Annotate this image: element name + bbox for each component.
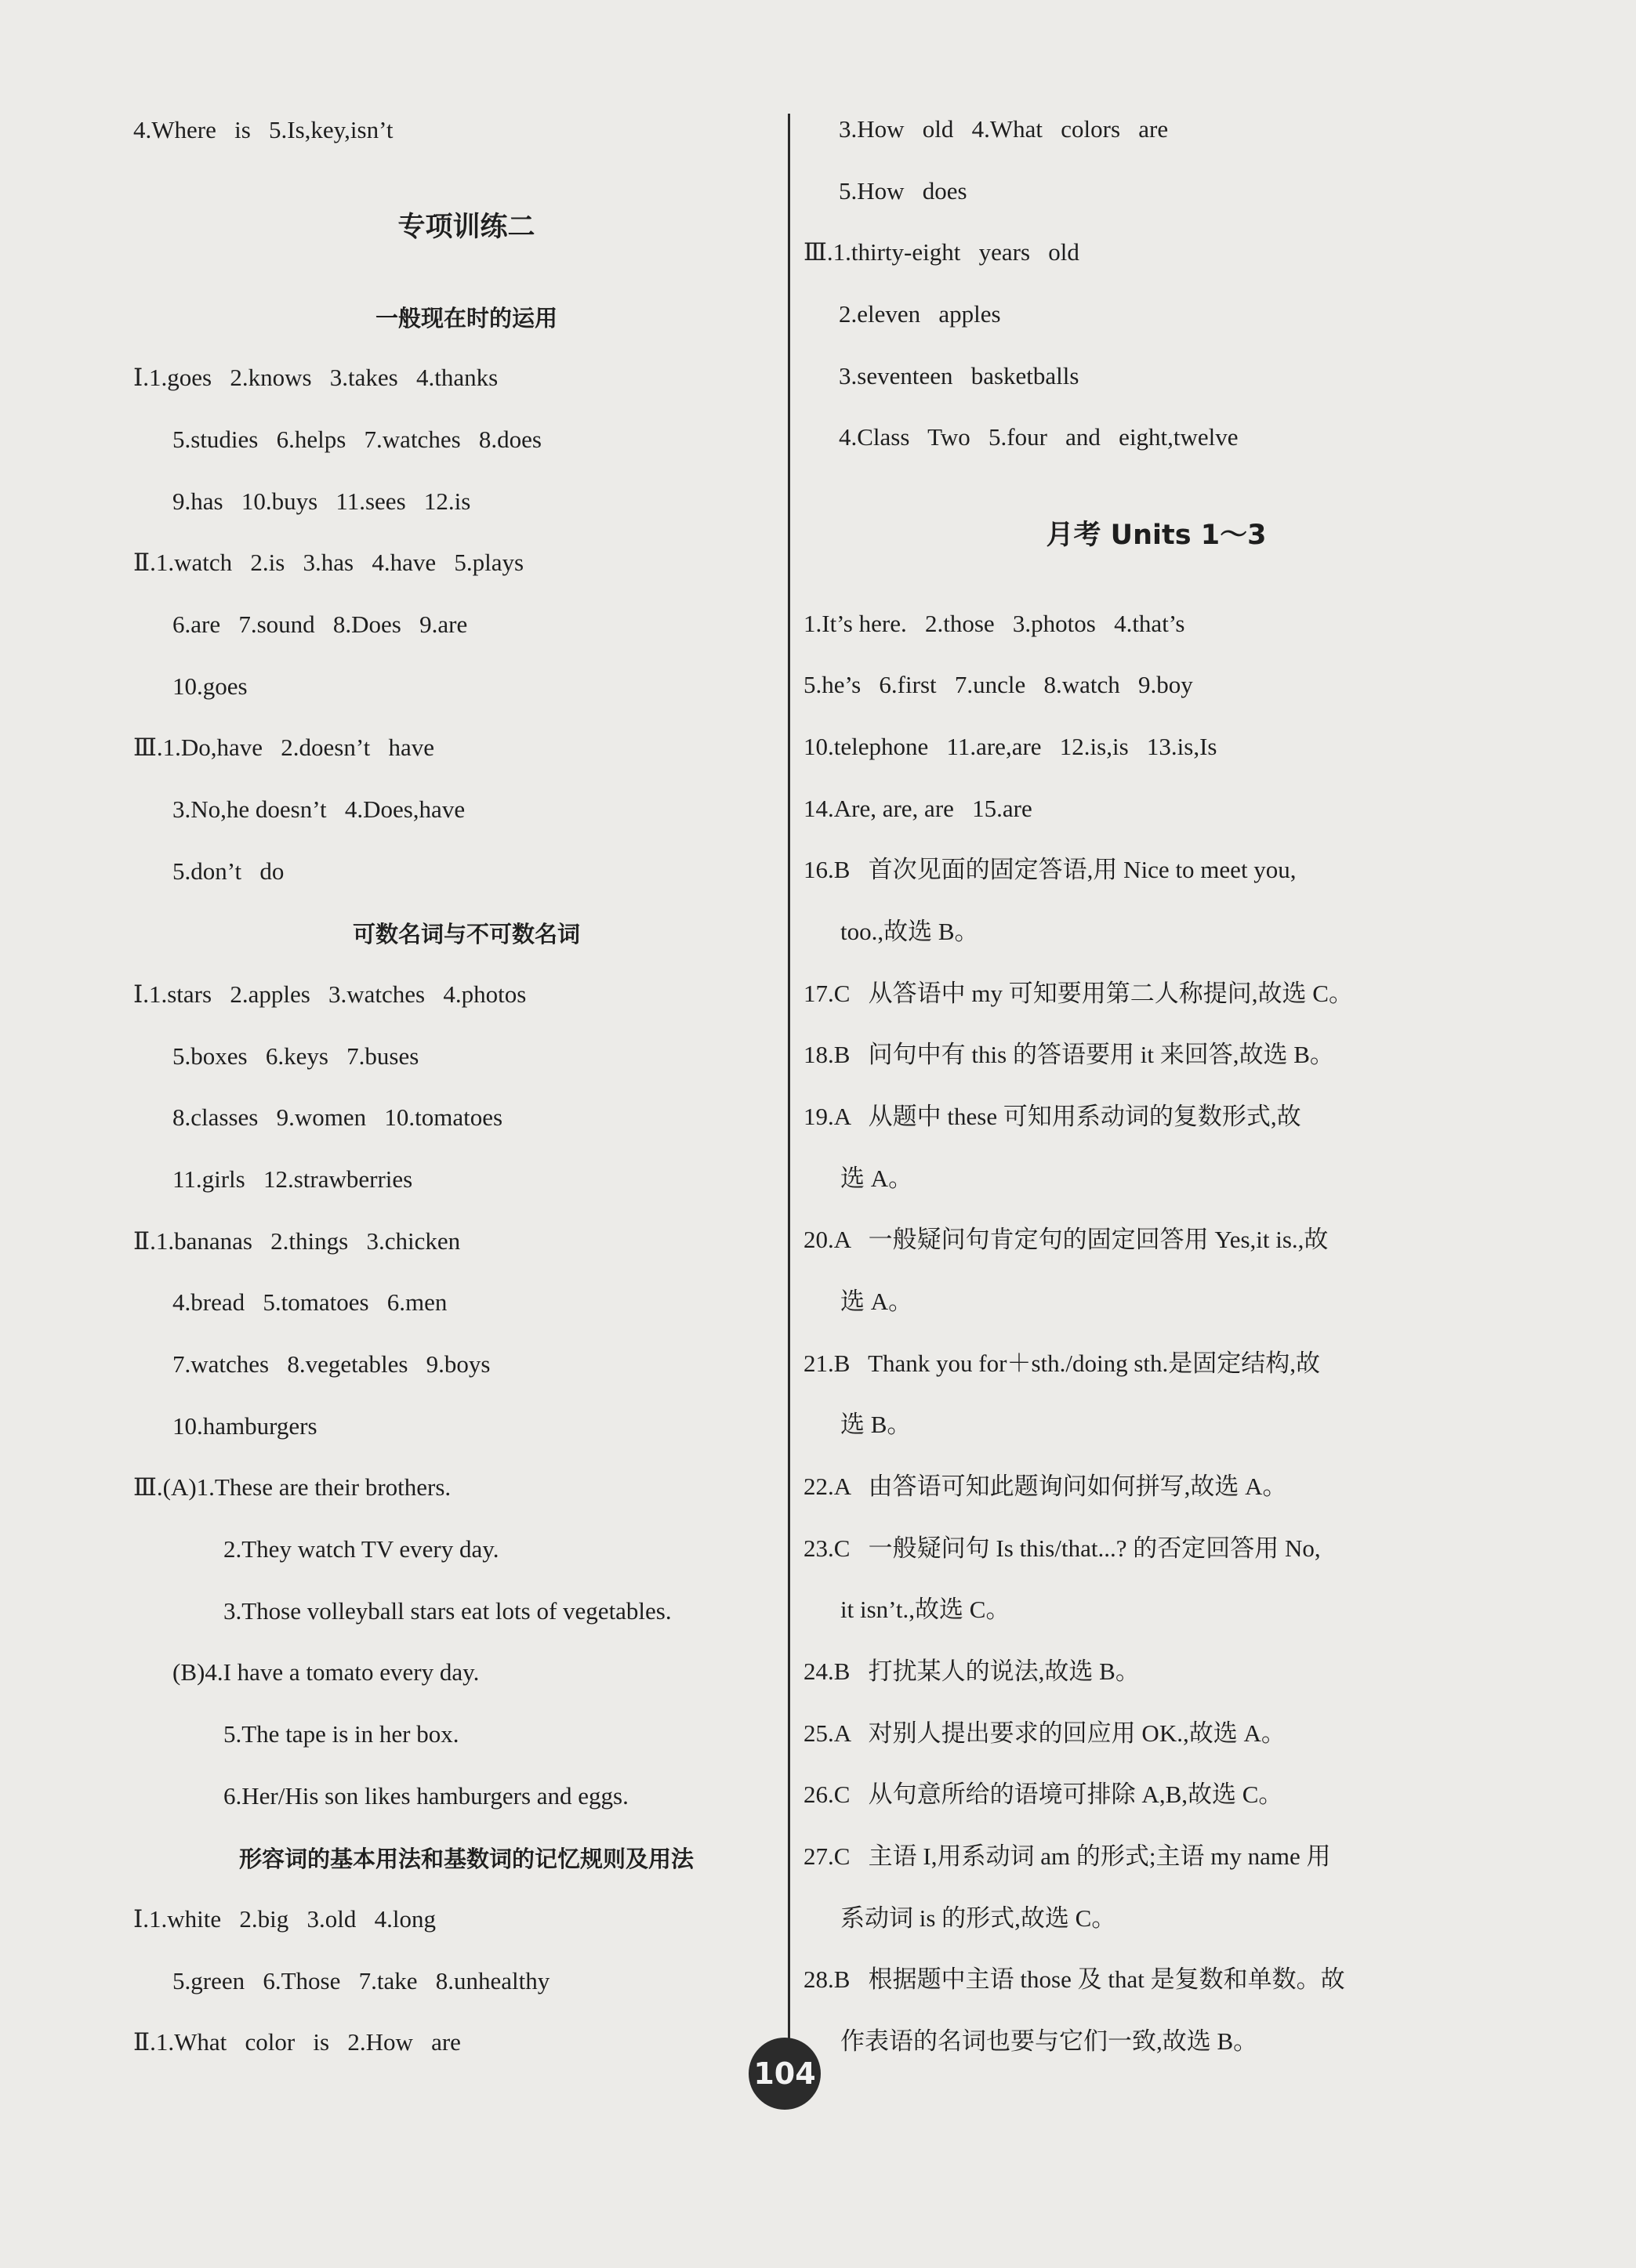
subsection-heading: 可数名词与不可数名词 xyxy=(352,921,580,947)
answer-line: 26.C 从句意所给的语境可排除 A,B,故选 C。 xyxy=(803,1781,1283,1808)
answer-line: 4.bread 5.tomatoes 6.men xyxy=(172,1288,448,1316)
answer-line: 21.B Thank you for＋sth./doing sth.是固定结构,故 xyxy=(803,1350,1321,1377)
page-number: 104 xyxy=(749,2038,821,2110)
answer-line: Ⅰ.1.goes 2.knows 3.takes 4.thanks xyxy=(133,364,499,391)
answer-line: 14.Are, are, are 15.are xyxy=(803,795,1032,822)
answer-line: 选 A。 xyxy=(840,1288,913,1315)
answer-line: 7.watches 8.vegetables 9.boys xyxy=(172,1350,491,1378)
answer-line: 3.seventeen basketballs xyxy=(839,362,1079,389)
answer-line: 3.How old 4.What colors are xyxy=(839,115,1169,143)
answer-line: Ⅰ.1.white 2.big 3.old 4.long xyxy=(133,1905,436,1933)
answer-line: 5.he’s 6.first 7.uncle 8.watch 9.boy xyxy=(803,671,1193,698)
answer-line: Ⅰ.1.stars 2.apples 3.watches 4.photos xyxy=(133,980,527,1008)
answer-line: 28.B 根据题中主语 those 及 that 是复数和单数。故 xyxy=(803,1965,1345,1993)
answer-line: 16.B 首次见面的固定答语,用 Nice to meet you, xyxy=(803,856,1297,883)
answer-line: 10.hamburgers xyxy=(172,1412,317,1440)
answer-line: 选 A。 xyxy=(840,1165,913,1192)
answer-line: 19.A 从题中 these 可知用系动词的复数形式,故 xyxy=(803,1103,1301,1130)
answer-line: 23.C 一般疑问句 Is this/that...? 的否定回答用 No, xyxy=(803,1534,1321,1562)
answer-line: 17.C 从答语中 my 可知要用第二人称提问,故选 C。 xyxy=(803,980,1353,1007)
answer-line: 18.B 问句中有 this 的答语要用 it 来回答,故选 B。 xyxy=(803,1041,1334,1068)
answer-line: 5.studies 6.helps 7.watches 8.does xyxy=(172,426,542,453)
answer-line: 6.Her/His son likes hamburgers and eggs. xyxy=(223,1782,629,1810)
answer-line: 4.Where is 5.Is,key,isn’t xyxy=(133,116,394,143)
answer-line: it isn’t.,故选 C。 xyxy=(840,1596,1010,1623)
answer-line: 1.It’s here. 2.those 3.photos 4.that’s xyxy=(803,610,1185,637)
subsection-heading: 一般现在时的运用 xyxy=(375,305,557,332)
answer-line: 作表语的名词也要与它们一致,故选 B。 xyxy=(840,2027,1258,2055)
answer-line: 25.A 对别人提出要求的回应用 OK.,故选 A。 xyxy=(803,1719,1286,1747)
answer-line: (B)4.I have a tomato every day. xyxy=(172,1658,480,1686)
answer-line: 8.classes 9.women 10.tomatoes xyxy=(172,1103,503,1131)
answer-line: 10.goes xyxy=(172,672,248,700)
answer-line: 5.don’t do xyxy=(172,857,285,885)
answer-line: Ⅱ.1.watch 2.is 3.has 4.have 5.plays xyxy=(133,549,524,576)
answer-line: 5.The tape is in her box. xyxy=(223,1720,459,1748)
answer-line: Ⅱ.1.What color is 2.How are xyxy=(133,2028,461,2056)
column-divider xyxy=(788,114,790,2061)
right-column xyxy=(803,0,1619,2163)
answer-line: 6.are 7.sound 8.Does 9.are xyxy=(172,610,468,638)
section-heading: 专项训练二 xyxy=(397,212,535,243)
answer-line: Ⅱ.1.bananas 2.things 3.chicken xyxy=(133,1227,461,1255)
answer-line: 5.How does xyxy=(839,177,967,205)
answer-line: too.,故选 B。 xyxy=(840,918,979,945)
answer-line: 5.boxes 6.keys 7.buses xyxy=(172,1042,419,1070)
answer-line: Ⅲ.1.Do,have 2.doesn’t have xyxy=(133,734,435,761)
answer-line: 4.Class Two 5.four and eight,twelve xyxy=(839,423,1239,451)
answer-line: 2.eleven apples xyxy=(839,300,1001,328)
answer-line: 系动词 is 的形式,故选 C。 xyxy=(840,1904,1116,1932)
answer-line: 3.No,he doesn’t 4.Does,have xyxy=(172,795,466,823)
answer-line: 11.girls 12.strawberries xyxy=(172,1165,413,1193)
answer-line: 9.has 10.buys 11.sees 12.is xyxy=(172,487,471,515)
answer-line: Ⅲ.1.thirty-eight years old xyxy=(803,238,1079,266)
answer-line: 10.telephone 11.are,are 12.is,is 13.is,Is xyxy=(803,733,1217,760)
answer-line: Ⅲ.(A)1.These are their brothers. xyxy=(133,1473,452,1501)
answer-line: 5.green 6.Those 7.take 8.unhealthy xyxy=(172,1967,550,1994)
answer-line: 22.A 由答语可知此题询问如何拼写,故选 A。 xyxy=(803,1473,1287,1500)
section-heading: 月考 Units 1～3 xyxy=(1046,520,1267,551)
answer-line: 20.A 一般疑问句肯定句的固定回答用 Yes,it is.,故 xyxy=(803,1226,1329,1253)
answer-line: 选 B。 xyxy=(840,1411,912,1438)
subsection-heading: 形容词的基本用法和基数词的记忆规则及用法 xyxy=(238,1846,694,1872)
left-column xyxy=(133,0,800,2163)
answer-line: 2.They watch TV every day. xyxy=(223,1535,499,1563)
answer-line: 24.B 打扰某人的说法,故选 B。 xyxy=(803,1658,1140,1685)
answer-line: 27.C 主语 I,用系动词 am 的形式;主语 my name 用 xyxy=(803,1842,1331,1870)
answer-line: 3.Those volleyball stars eat lots of vegetables. xyxy=(223,1597,672,1625)
